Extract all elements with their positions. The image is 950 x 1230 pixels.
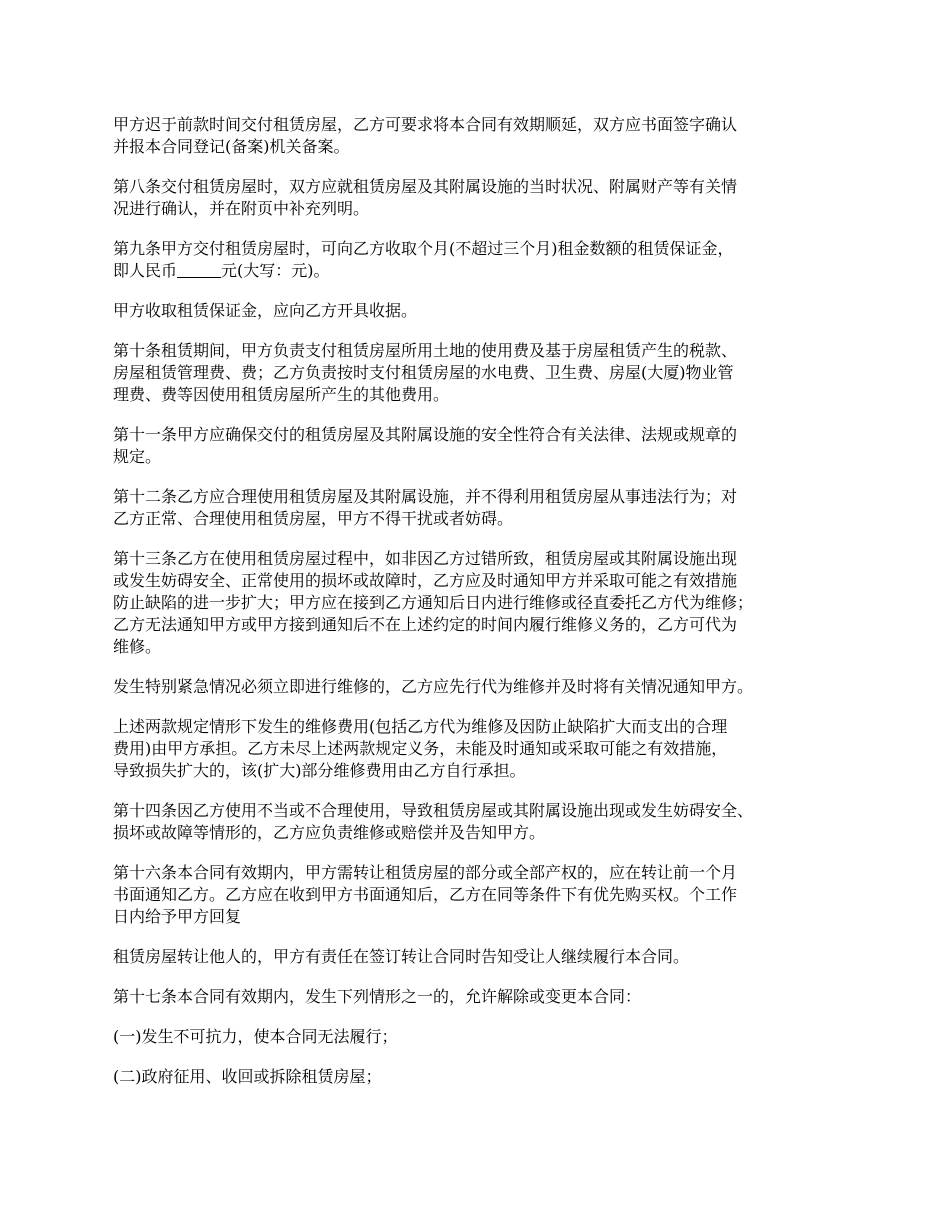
paragraph-article-12: 第十二条乙方应合理使用租赁房屋及其附属设施，并不得利用租赁房屋从事违法行为；对 乙方正常、合理使用租赁房屋，甲方不得干扰或者妨碍。 <box>113 487 738 528</box>
paragraph-article-16: 第十六条本合同有效期内，甲方需转让租赁房屋的部分或全部产权的，应在转让前一个月 书面通知乙方。乙方应在收到甲方书面通知后，乙方在同等条件下有优先购买权。个工作 日内给予甲方回复 <box>113 863 738 926</box>
paragraph-emergency-repair: 发生特别紧急情况必须立即进行维修的，乙方应先行代为维修并及时将有关情况通知甲方。 <box>113 677 754 696</box>
paragraph-deposit-receipt: 甲方收取租赁保证金，应向乙方开具收据。 <box>113 301 418 320</box>
article-9-line-1: 第九条甲方交付租赁房屋时，可向乙方收取个月(不超过三个月)租金数额的租赁保证金， <box>113 239 734 258</box>
paragraph-delivery-delay: 甲方迟于前款时间交付租赁房屋，乙方可要求将本合同有效期顺延，双方应书面签字确认 并报本合同登记(备案)机关备案。 <box>113 115 738 156</box>
paragraph-article-9 <box>113 238 853 282</box>
deposit-amount-blank <box>177 262 221 278</box>
article-9-line-2-prefix: 即人民币 <box>113 261 178 280</box>
article-9-line-2-suffix: 元(大写：元)。 <box>221 261 330 280</box>
paragraph-article-14: 第十四条因乙方使用不当或不合理使用，导致租赁房屋或其附属设施出现或发生妨碍安全、 损坏或故障等情形的，乙方应负责维修或赔偿并及告知甲方。 <box>113 801 754 842</box>
paragraph-transfer-notice: 租赁房屋转让他人的，甲方有责任在签订转让合同时告知受让人继续履行本合同。 <box>113 947 690 966</box>
paragraph-article-8: 第八条交付租赁房屋时，双方应就租赁房屋及其附属设施的当时状况、附属财产等有关情 况进行确认，并在附页中补充列明。 <box>113 177 738 218</box>
document-body <box>113 114 853 1106</box>
paragraph-article-13: 第十三条乙方在使用租赁房屋过程中，如非因乙方过错所致，租赁房屋或其附属设施出现 或发生妨碍安全、正常使用的损坏或故障时，乙方应及时通知甲方并采取可能之有效措施 防止缺陷的进一步扩大；甲方应在接到乙方通知后日内进行维修或径直委托乙方代为维修； 乙方无法通知甲方或甲方接到通知后不在上述约定的时间内履行维修义务的，乙方可代为 维修。 <box>113 549 754 656</box>
paragraph-article-17: 第十七条本合同有效期内，发生下列情形之一的，允许解除或变更本合同： <box>113 987 642 1006</box>
paragraph-article-10: 第十条租赁期间，甲方负责支付租赁房屋所用土地的使用费及基于房屋租赁产生的税款、 房屋租赁管理费、费；乙方负责按时支付租赁房屋的水电费、卫生费、房屋(大厦)物业管 理费、费等因使用租赁房屋所产生的其他费用。 <box>113 341 738 404</box>
paragraph-article-11: 第十一条甲方应确保交付的租赁房屋及其附属设施的安全性符合有关法律、法规或规章的 规定。 <box>113 425 738 466</box>
list-item-government-requisition: (二)政府征用、收回或拆除租赁房屋； <box>113 1067 382 1086</box>
list-item-force-majeure: (一)发生不可抗力，使本合同无法履行； <box>113 1027 398 1046</box>
paragraph-repair-costs: 上述两款规定情形下发生的维修费用(包括乙方代为维修及因防止缺陷扩大而支出的合理 费用)由甲方承担。乙方未尽上述两款规定义务，未能及时通知或采取可能之有效措施， 导致损失扩大的，该(扩大)部分维修费用由乙方自行承担。 <box>113 717 728 780</box>
